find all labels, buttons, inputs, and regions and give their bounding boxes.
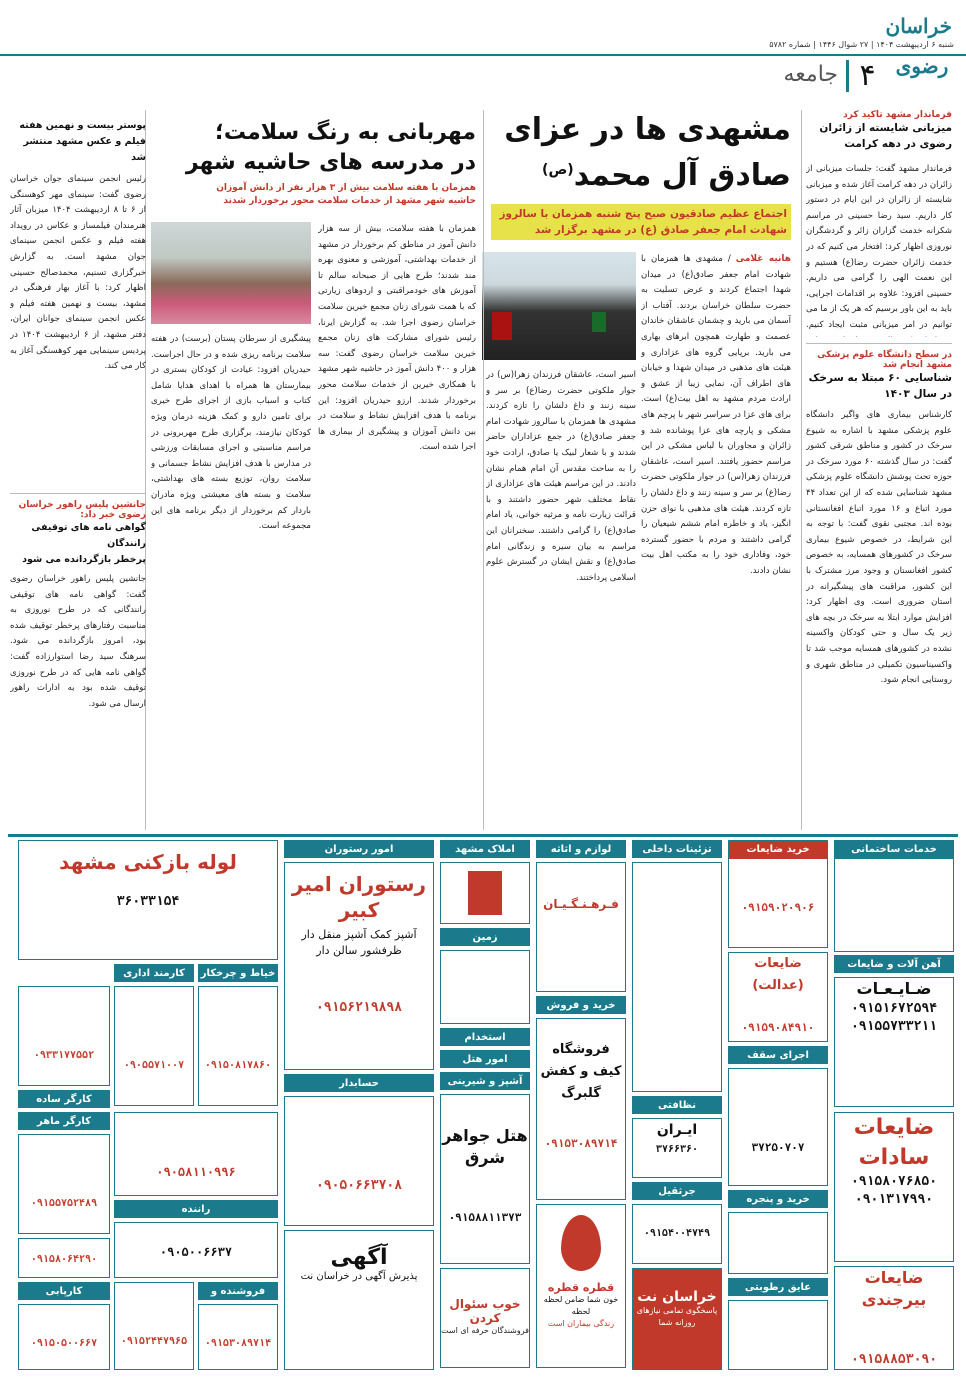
story-kicker: در سطح دانشگاه علوم پزشکی مشهد انجام شد [817, 350, 952, 370]
ad-title: هتل جواهر شرق [442, 1126, 528, 1167]
ad-sales[interactable] [198, 1282, 278, 1300]
ad-construction[interactable] [728, 1068, 828, 1186]
ad-crane[interactable] [632, 1182, 722, 1200]
ad-title: فـرهـنـگـیـان [543, 897, 619, 911]
school-story-body: همزمان با هفته سلامت، بیش از سه هزار دانش آموز در مناطق کم برخوردار در مشهد از خدمات بهداشتی، آموزشی و معنوی بهره مند شدند؛ طرح هایی از صبحانه سالم تا آموزش های خودمراقبتی و اردوهای زیارتی که با همت شورای زنان مجمع خیرین سلامت خراسان رضوی اجرا شد. به گزارش ایرنا، رئیس شورای مشارکت های زنان مجمع خیرین سلامت خراسان رضوی گفت: سه هزار و ۴۰۰ دانش آموز در حاشیه شهر مشهد با همکاری خیرین از خدمات سلامت محور برخوردار شدند. ارزو حیدریان افزود: این برنامه با هدف افزایش نشاط و سلامت در بین دانش آموزان و پیشگیری از بیماری ها اجرا شده است. [318, 224, 476, 453]
phone-number[interactable]: ۰۹۱۵۵۷۵۲۴۸۹ [30, 1198, 98, 1209]
phone-number[interactable]: ۰۹۱۵۲۴۴۷۹۶۵ [120, 1336, 188, 1347]
ad-office-service[interactable] [114, 986, 194, 1106]
category-label: خرید و فروش [537, 997, 625, 1014]
phone-number[interactable]: ۰۹۱۵۸۸۱۱۳۷۳ [448, 1211, 522, 1224]
main-story-col2 [486, 368, 636, 830]
ad-land[interactable] [440, 928, 530, 946]
ad-ceiling[interactable] [728, 1046, 828, 1064]
ad-sadat-scrap[interactable] [834, 1112, 954, 1262]
phone-number[interactable]: ۰۹۱۵۹۰۲۰۹۰۶ [741, 901, 815, 914]
issue-date: شنبه ۶ اردیبهشت ۱۴۰۴ | ۲۷ شوال ۱۴۴۶ | شماره ۵۷۸۲ [769, 40, 954, 49]
column-rule [801, 110, 802, 830]
right-column [806, 110, 952, 868]
phone-number[interactable]: ۰۹۰۵۰۶۶۳۷۰۸ [315, 1178, 403, 1193]
ad-interior-services[interactable] [632, 862, 722, 1092]
story-body: جانشین پلیس راهور خراسان رضوی گفت: گواهی نامه های توقیفی رانندگانی که در طرح نوروزی به مناسبت رفتارهای پرخطر توقیف شده بود، امروز بازگردانده می شود. سرهنگ سید رضا استوارزاده گفت: گواهی نامه هایی که در طرح نوروزی توقیف شده بود به ادارات راهور ارسال می شود. [10, 574, 146, 709]
category-label: عایق رطوبتی [729, 1279, 827, 1296]
category-label: حسابدار [285, 1075, 433, 1092]
phone-number[interactable]: ۰۹۱۵۱۶۷۲۵۹۴ [850, 1001, 938, 1016]
ad-power-worker[interactable] [18, 1134, 110, 1234]
ad-decoration[interactable] [632, 840, 722, 858]
ad-furniture[interactable] [536, 840, 626, 858]
ad-khorasan-net[interactable] [632, 1268, 722, 1370]
ad-windows[interactable] [728, 1190, 828, 1208]
category-label: آهن آلات و ضایعات [835, 956, 953, 973]
ad-title: ضایعات سادات [853, 1115, 935, 1170]
ad-simple-worker[interactable] [18, 1090, 110, 1108]
story-headline: پوستر بیست و نهمین هفته [19, 120, 146, 131]
main-story-col1: هانیه غلامی / مشهدی ها همزمان با شهادت امام جعفر صادق(ع) در میدان شهدا اجتماع کردند و عرض تسلیت به حضرت سلطان خراسان بردند. آفتاب از آسمان می بارید و چشمان عاشقان خاندان عصمت و طهارت همچون ابرهای بهاری می بارید. برپایی گروه های عزاداری و هیئت های مذهبی در میدان شهدا و خیابان های اطراف آن، نمایی زیبا از عشق و ارادت مردم مشهد به اهل بیت(ع) است. برای های عزا در سراسر شهر با پرچم های مشکی و پارچه های عزا پوشانده شد و زائران و مجاوران با لباس مشکی در این مراسم حضور یافتند. اسیر است، عاشقان فرزندان زهرا(س) در جوار ملکوتی حضرت رضا(ع) بر سر و سینه زنند و داغ دلشان را تازه کردند. هیئت های مذهبی با نوای حزن انگیز، یاد و خاطره امام ششم شیعیان را گرامی داشتند و مردم با حضور گسترده خود، وفاداری خود را به مکتب اهل بیت نشان دادند. [641, 254, 791, 576]
ad-office[interactable] [114, 964, 194, 982]
main-lead-line2: شهادت امام جعفر صادق (ع) در مشهد برگزار شد [534, 224, 787, 236]
ad-title: لوله بازکنی مشهد [59, 850, 237, 874]
school-headline-2: در مدرسه های حاشیه شهر [185, 150, 476, 175]
phone-number[interactable]: ۰۹۱۵۹۰۸۴۹۱۰ [741, 1021, 815, 1034]
ad-land-service[interactable] [440, 950, 530, 1024]
byline: هانیه غلامی [735, 254, 791, 264]
story-headline: گواهی نامه های توقیفی رانندگان [31, 522, 146, 549]
ad-tailor-service[interactable] [198, 986, 278, 1106]
ad-subtitle: پاسخگوی تمامی نیازهای روزانه شما [636, 1306, 718, 1327]
divider [10, 493, 146, 494]
category-label: نظافتی [633, 1097, 721, 1114]
ad-building-services[interactable] [834, 840, 954, 952]
school-story-body2: پیشگیری از سرطان پستان (برست) در هفته سلامت برنامه ریزی شده و در حال اجراست. حیدریان افزود: عیادت از کودکان بستری در بیمارستان ها همراه با اهدای هدایا شامل کتاب و اسباب بازی از اجرای طرح خیری برای تامین دارو و کمک هزینه درمان ویژه کودکان نیازمند، برگزاری طرح مهربرونی در مراسم مناسبتی و اجرای مسابقات ورزشی در مدارس با هدف افزایش نشاط جسمانی و سلامت روان، توزیع بسته های بهداشتی، سلامت و بسته های معیشتی ویژه مادران باردار کم برخوردار از دیگر برنامه های این مجموعه است. [151, 334, 311, 532]
ad-title: ایـران [656, 1122, 698, 1138]
ad-title: قطره قطره [547, 1281, 615, 1294]
ad-skilled-worker[interactable] [18, 1112, 110, 1130]
ad-adalat-scrap[interactable] [728, 952, 828, 1042]
category-label: املاک مشهد [441, 841, 529, 858]
category-label: خرید و پنجره [729, 1191, 827, 1208]
phone-number[interactable]: ۳۷۲۵۰۷۰۷ [751, 1141, 805, 1154]
category-label: خرید ضایعات [729, 841, 827, 859]
ad-job-seeker[interactable] [18, 1282, 110, 1300]
ad-title: خوب سئوال کردن [449, 1297, 521, 1325]
main-headline-sup: (ص) [542, 162, 574, 178]
ad-furniture-store[interactable] [536, 862, 626, 992]
page-number: ۴ [846, 60, 886, 92]
main-lead [491, 204, 791, 240]
ad-subtitle: آشپز کمک آشپز منقل دار ظرفشور سالن دار [301, 928, 417, 957]
ad-promo[interactable] [284, 1230, 434, 1370]
ad-scrap-dealer[interactable] [834, 977, 954, 1107]
story-kicker: فرماندار مشهد تاکید کرد [843, 110, 952, 120]
category-label: کارپابی [19, 1283, 109, 1300]
ad-window-service[interactable] [728, 1212, 828, 1274]
ad-building-icon[interactable] [440, 862, 530, 924]
category-label: راننده [115, 1201, 277, 1218]
ad-hotel[interactable] [440, 1094, 530, 1264]
ad-driver[interactable] [114, 1200, 278, 1218]
left-column [10, 118, 146, 762]
story-headline: پرخطر بازگردانده می شود [22, 554, 146, 565]
column-rule [483, 110, 484, 830]
ad-title: ضایعات (عدالت) [752, 956, 804, 993]
ad-waterproof-service[interactable] [728, 1300, 828, 1370]
ad-subtitle: خون شما ضامن لحظه لحظه [543, 1295, 619, 1316]
phone-number[interactable]: ۰۹۱۵۸۸۵۳۰۹۰ [850, 1352, 938, 1367]
ad-hotel-cat[interactable] [440, 1050, 530, 1068]
ad-title: ضایعات بیرجندی [861, 1268, 927, 1309]
phone-number[interactable]: ۰۹۱۵۳۰۸۹۷۱۴ [204, 1338, 272, 1349]
ad-sales-service[interactable] [198, 1304, 278, 1370]
story-headline: فیلم و عکس مشهد منتشر شد [23, 136, 146, 163]
phone-number[interactable]: ۰۹۱۵۵۷۳۳۲۱۱ [850, 1019, 938, 1034]
ad-accounting-firm[interactable] [284, 1096, 434, 1226]
story-body: کارشناس بیماری های واگیر دانشگاه علوم پزشکی مشهد با اشاره به شیوع سرخک در کشور و مناطق شرقی کشور گفت: در سال گذشته ۶۰ مورد سرخک در حوزه تحت پوشش دانشگاه علوم پزشکی مشهد شناسایی شده که از این تعداد ۴۴ مورد اتباع و ۱۶ مورد اتباع افغانستانی بوده اند. مجتبی نقوی گفت: با توجه به این شرایط، در خصوص شیوع بیماری سرخک در کشورهای همسایه، به خصوص کشور افغانستان و وجود مرز مشترک با این کشور، مراقبت های پیشگیرانه در استان ضروری است. وی اظهار کرد: افزایش موارد ابتلا به سرخک در بچه های زیر یک سال و حتی کودکان واکسینه نشده در کشورهای همسایه موجب شد تا واکسیناسیون تکمیلی در مناطق شهری و روستایی انجام شود. [806, 410, 952, 686]
category-label: خدمات ساختمانی [835, 841, 953, 859]
ad-cleaning[interactable] [632, 1096, 722, 1114]
ad-restaurant-cat[interactable] [284, 840, 434, 858]
ad-scrap-buy[interactable] [728, 840, 828, 948]
phone-number[interactable]: ۰۹۰۵۰۰۶۶۳۷ [159, 1245, 233, 1259]
phone-number[interactable]: ۰۹۱۵۸۰۷۶۸۵۰ [850, 1174, 938, 1189]
ad-best-seller[interactable] [440, 1268, 530, 1368]
phone-number[interactable]: ۳۷۶۶۳۶۰ [655, 1144, 699, 1155]
ad-mdf-worker[interactable] [114, 1282, 194, 1370]
ad-waterproof[interactable] [728, 1278, 828, 1296]
phone-number[interactable]: ۰۹۱۵۴۰۰۴۷۴۹ [643, 1228, 711, 1239]
phone-number[interactable]: ۰۹۰۵۸۱۱۰۹۹۶ [156, 1165, 236, 1179]
category-label: امور هتل [441, 1051, 529, 1068]
ad-birjandi-scrap[interactable] [834, 1266, 954, 1370]
category-label: اجرای سقف [729, 1047, 827, 1064]
students-photo [151, 222, 311, 324]
school-lead-1: همزمان با هفته سلامت بیش از ۳ هزار نفر از دانش آموزان [216, 183, 476, 193]
ad-restaurant[interactable] [284, 862, 434, 1070]
ad-blood-donation[interactable] [536, 1204, 626, 1368]
main-story-body2: اسیر است، عاشقان فرزندان زهرا(س) در جوار ملکوتی حضرت رضا(ع) بر سر و سینه زنند و داغ دلشان را تازه کردند. مشهدی ها همزمان با سالروز شهادت امام جعفر صادق(ع) در جمع عزاداران حاضر شدند و با شعار لبیک یا صادق، ارادت خود را به ساحت مقدس آن امام همام نشان دادند. در این مراسم هیئت های عزاداری از نقاط مختلف شهر حضور داشتند و با قرائت زیارت نامه و مرثیه خوانی، یاد امام صادق(ع) را گرامی داشتند. سخنرانان این مراسم به بیان سیره و زندگانی امام صادق(ع) و نقش ایشان در گسترش علوم اسلامی پرداختند. [486, 370, 636, 583]
ad-crane-service[interactable] [632, 1204, 722, 1264]
phone-number[interactable]: ۰۹۰۱۳۱۷۹۹۰ [854, 1192, 934, 1207]
ad-iran-cleaning[interactable] [632, 1118, 722, 1178]
category-label: کارگر ساده [19, 1091, 109, 1108]
category-label: تزئینات داخلی [633, 841, 721, 858]
school-story [151, 118, 476, 208]
category-label: خیاط و چرخکار [199, 965, 277, 982]
mourning-crowd-photo [482, 252, 636, 360]
category-label: کارمند اداری [115, 965, 193, 982]
ad-iron-scrap[interactable] [834, 955, 954, 973]
story-body: فرماندار مشهد گفت: جلسات میزبانی از زائران در دهه کرامت آغاز شده و میزبانی شایسته از زائران در این ایام در دستور کار داریم. سید رضا حسینی در مراسم شکرانه خدمت گزاران زائر و گردشگران نوروزی اظهار کرد: افتخار می کنیم که در خدمت زائران حضرت رضا(ع) هستیم و این نعمت الهی را گرامی می داریم. حسینی افزود: علاوه بر اقدامات اجرایی، باید به این باور برسیم که هر یک از ما می توانیم در امر میزبانی مثبت ایجاد کنیم. [806, 164, 952, 330]
ad-title: فروشگاه کیف و کفش گلبرگ [540, 1042, 622, 1101]
ad-plumbing[interactable] [18, 840, 278, 960]
category-label: کارگر ماهر [19, 1113, 109, 1130]
ad-title: آگهی [330, 1245, 388, 1270]
ad-staff[interactable] [18, 986, 110, 1086]
divider [806, 343, 952, 344]
phone-number[interactable]: ۰۹۱۵۰۸۱۷۸۶۰ [204, 1060, 272, 1071]
story-headline: شناسایی ۶۰ مبتلا به سرخک در سال ۱۴۰۳ [808, 372, 952, 400]
main-headline-line2: صادق آل محمد [573, 158, 791, 193]
ad-driver-service[interactable] [114, 1222, 278, 1278]
phone-number[interactable]: ۰۹۱۵۳۰۸۹۷۱۴ [544, 1137, 618, 1150]
ad-accountant[interactable] [284, 1074, 434, 1092]
category-label: امور رستوران [285, 841, 433, 858]
ad-title: ضـایـعـات [856, 979, 932, 998]
phone-number[interactable]: ۳۶۰۳۳۱۵۴ [116, 894, 180, 909]
ad-real-estate[interactable] [440, 840, 530, 858]
ad-job-seeker-service[interactable] [18, 1304, 110, 1370]
category-label: آشپز و شیرینی [441, 1073, 529, 1090]
category-label: زمین [441, 929, 529, 946]
phone-number[interactable]: ۰۹۳۳۱۷۷۵۵۲ [33, 1050, 95, 1061]
phone-number[interactable]: ۰۹۱۵۰۵۰۰۶۶۷ [30, 1338, 98, 1349]
ad-cook[interactable] [440, 1072, 530, 1090]
school-lead-2: حاشیه شهر مشهد از خدمات سلامت محور برخوردار شدند [223, 196, 476, 206]
ad-buy-sell[interactable] [536, 996, 626, 1014]
building-icon [468, 871, 502, 915]
main-headline-line1: مشهدی ها در عزای [504, 112, 791, 147]
section-title: جامعه [783, 62, 838, 87]
phone-number[interactable]: ۰۹۱۵۶۲۱۹۸۹۸ [315, 1000, 403, 1015]
category-label: فروشنده و [199, 1283, 277, 1300]
phone-number[interactable]: ۰۹۰۵۵۷۱۰۰۷ [123, 1060, 185, 1071]
ad-subtitle: زندگی بیماران است [547, 1319, 615, 1328]
main-story-body: مشهدی ها همزمان با شهادت امام جعفر صادق(ع) در میدان شهدا اجتماع کردند و عرض تسلیت به حضرت سلطان خراسان بردند. آفتاب از آسمان می بارید و چشمان عاشقان خاندان عصمت و طهارت همچون ابرهای بهاری می بارید. برپایی گروه های عزاداری و هیئت های مذهبی در میدان شهدا و خیابان های اطراف آن، نمایی زیبا از عشق و ارادت مردم مشهد به اهل بیت(ع) است. برای های عزا در سراسر شهر با پرچم های مشکی و پارچه های عزا پوشانده شد و زائران و مجاوران با لباس مشکی در این مراسم حضور یافتند. اسیر است، عاشقان فرزندان زهرا(س) در جوار ملکوتی حضرت رضا(ع) بر سر و سینه زنند و داغ دلشان را تازه کردند. هیئت های مذهبی با نوای حزن انگیز، یاد و خاطره امام ششم شیعیان را گرامی داشتند و مردم با حضور گسترده خود، وفاداری خود را به مکتب اهل بیت نشان دادند. [641, 254, 791, 576]
ad-subtitle: پذیرش آگهی در خراسان نت [300, 1271, 418, 1282]
ad-title: رستوران امیر کبیر [291, 872, 427, 922]
newspaper-logo[interactable]: خراسان رضوی [885, 14, 952, 78]
ad-employment[interactable] [440, 1028, 530, 1046]
ad-subtitle: فروشندگان حرفه ای است [441, 1326, 529, 1335]
blood-drop-icon [561, 1215, 601, 1271]
main-story [491, 110, 791, 240]
ad-worker-phone[interactable] [18, 1238, 110, 1278]
category-label: جرثقیل [633, 1183, 721, 1200]
category-label: استخدام [441, 1029, 529, 1046]
ad-tailor[interactable] [198, 964, 278, 982]
main-lead-line1: اجتماع عظیم صادقیون صبح پنج شنبه همزمان با سالروز [499, 208, 787, 220]
story-kicker: جانشین پلیس راهور خراسان رضوی خبر داد: [18, 500, 146, 520]
category-label: لوازم و اثاثه [537, 841, 625, 858]
story-body: رئیس انجمن سینمای جوان خراسان رضوی گفت: سینمای مهر کوهسنگی از ۶ تا ۸ اردیبهشت ۱۴۰۴ میزبان آثار هنرمندان فیلمساز و عکاس در رویداد هفته فیلم و عکس انجمن سینمای جوان مشهد است. به گزارش خبرگزاری تسنیم، محمدصالح حسینی اظهار کرد: با آغاز بهار فرهنگی در مشهد، بیست و نهمین هفته فیلم و عکس انجمن سینمای جوانان ایران، دفتر مشهد، از ۶ اردیبهشت ۱۴۰۴ در پردیس سینمایی مهر کوهسنگی آغاز به کار می کند. [10, 174, 146, 372]
phone-number[interactable]: ۰۹۱۵۸۰۶۴۲۹۰ [30, 1254, 98, 1265]
ad-tailoring-workshop[interactable] [114, 1112, 278, 1196]
school-headline-1: مهربانی به رنگ سلامت؛ [215, 120, 476, 145]
ad-title: خراسان نت [637, 1289, 717, 1305]
ad-bag-shoes[interactable] [536, 1018, 626, 1200]
story-headline: میزبانی شایسته از زائران رضوی در دهه کرامت [819, 122, 952, 150]
